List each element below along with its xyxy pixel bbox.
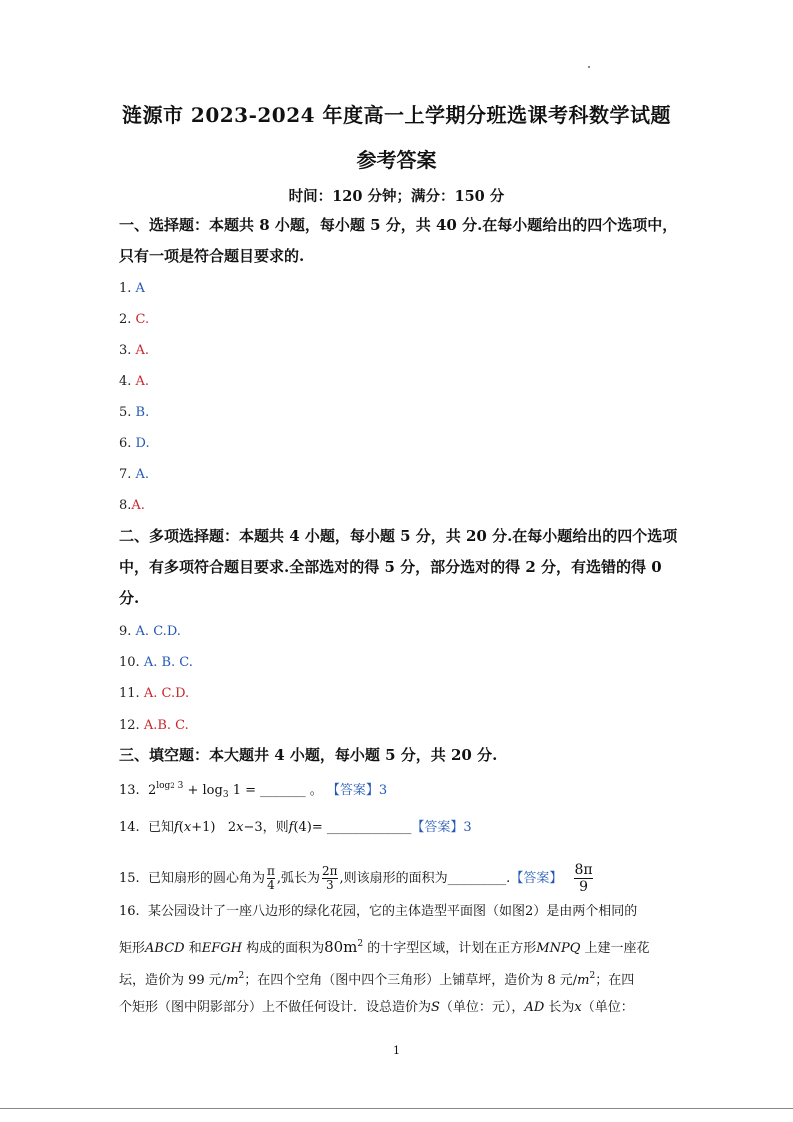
answer-item-1: 1. A [119,281,145,296]
section-3-heading: 三、填空题：本大题井 4 小题，每小题 5 分，共 20 分. [119,746,498,764]
bottom-rule [0,1108,793,1109]
question-16-line-4: 个矩形（图中阴影部分）上不做任何设计．设总造价为S（单位：元），AD 长为x（单位： [119,1000,634,1015]
question-16-line-2: 矩形ABCD 和EFGH 构成的面积为$80m^2$ 的十字型区域，计划在正方形MNPQ 上建一座花 [119,938,650,956]
document-subtitle: 参考答案 [356,148,437,172]
answer-item-11: 11. A. C.D. [119,686,190,701]
question-16-line-1: 16. 某公园设计了一座八边形的绿化花园，它的主体造型平面图（如图2）是由两个相同的 [119,904,638,919]
question-14: 14. 已知f(x+1) 2x−3，则f(4)= _____________【答案】3 [119,820,472,835]
answer-item-5: 5. B. [119,405,150,420]
page-number: 1 [393,1044,400,1057]
answer-item-6: 6. D. [119,436,150,451]
scan-speck [588,66,590,68]
fraction-8pi-over-9: $\frac{8\pi}{9}$ [574,862,593,895]
answer-item-10: 10. A. B. C. [119,655,193,670]
fraction-2pi-over-3: $\frac{2\pi}{3}$ [322,864,338,892]
answer-item-3: 3. A. [119,343,150,358]
document-title: 涟源市 2023-2024 年度高一上学期分班选课考科数学试题 [121,103,672,127]
answer-item-12: 12. A.B. C. [119,718,189,733]
answer-item-4: 4. A. [119,374,150,389]
section-2-heading: 二、多项选择题：本题共 4 小题，每小题 5 分，共 20 分.在每小题给出的四个选项中，有多项符合题目要求.全部选对的得 5 分，部分选对的得 2 分，有选错的得 0 分. [119,527,678,607]
answer-item-9: 9. A. C.D. [119,624,181,639]
exam-meta: 时间：120 分钟；满分：150 分 [288,188,505,205]
fraction-pi-over-4: $\frac{\pi}{4}$ [266,864,275,892]
section-1-heading: 一、选择题：本题共 8 小题，每小题 5 分，共 40 分.在每小题给出的四个选项中，只有一项是符合题目要求的. [119,216,678,265]
answer-item-7: 7. A. [119,467,150,482]
answer-item-2: 2. C. [119,312,150,327]
question-13: 13. $2^{log2 3} + \log_3 1$ = _______ 。 【答案】3 [119,781,388,800]
question-16-line-3: 坛，造价为 99 元$/m^2$；在四个空角（图中四个三角形）上铺草坪，造价为 8 元$/m^2$；在四 [119,971,635,988]
answer-item-8: 8.A. [119,498,145,513]
question-15: 15. 已知扇形的圆心角为 $\frac{\pi}{4}$ ,弧长为 $\frac{2\pi}{3}$ ,则该扇形的面积为_________.【答案】 $\frac{8\pi}{9}$ [119,862,593,895]
